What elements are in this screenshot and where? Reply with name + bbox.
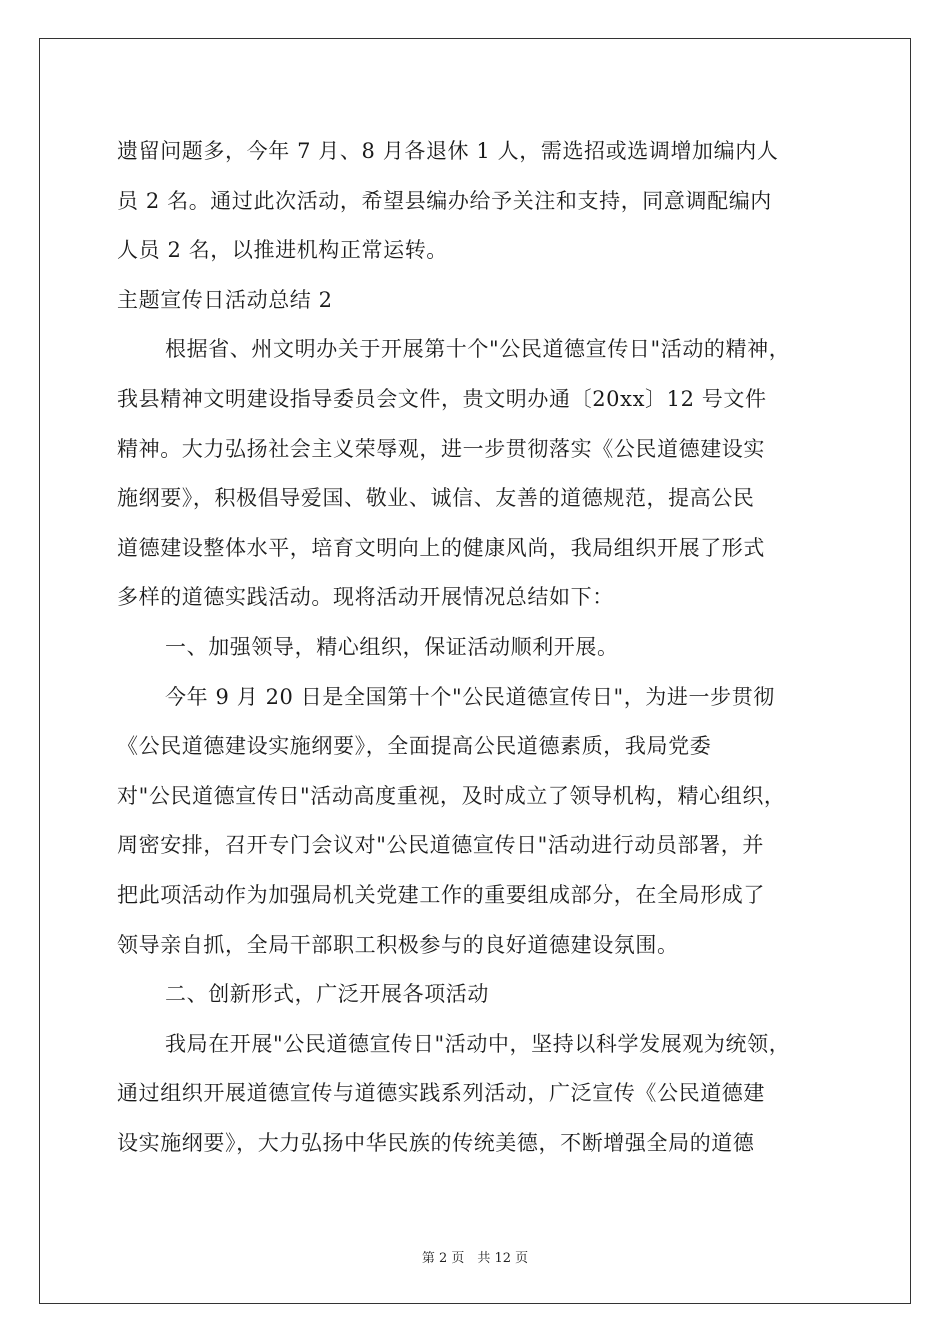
text-line: 遗留问题多，今年 7 月、8 月各退休 1 人，需选招或选调增加编内人: [117, 139, 779, 163]
text-line: 人员 2 名，以推进机构正常运转。: [117, 238, 448, 263]
text-line: 对"公民道德宣传日"活动高度重视，及时成立了领导机构，精心组织，: [117, 783, 786, 808]
text-line: 周密安排，召开专门会议对"公民道德宣传日"活动进行动员部署，并: [117, 833, 764, 858]
text-line: 多样的道德实践活动。现将活动开展情况总结如下：: [117, 585, 614, 610]
text-line: 二、创新形式，广泛开展各项活动: [165, 982, 489, 1007]
text-line: 根据省、州文明办关于开展第十个"公民道德宣传日"活动的精神，: [165, 337, 791, 362]
text-line: 施纲要》，积极倡导爱国、敬业、诚信、友善的道德规范，提高公民: [117, 486, 755, 511]
text-line: 《公民道德建设实施纲要》，全面提高公民道德素质，我局党委: [117, 734, 712, 759]
text-line: 精神。大力弘扬社会主义荣辱观，进一步贯彻落实《公民道德建设实: [117, 436, 765, 461]
text-line: 一、加强领导，精心组织，保证活动顺利开展。: [165, 634, 619, 659]
text-line: 通过组织开展道德宣传与道德实践系列活动，广泛宣传《公民道德建: [117, 1081, 765, 1106]
text-line: 设实施纲要》，大力弘扬中华民族的传统美德，不断增强全局的道德: [117, 1130, 755, 1155]
document-body: [117, 130, 833, 1171]
text-line: 把此项活动作为加强局机关党建工作的重要组成部分，在全局形成了: [117, 882, 765, 907]
text-line: 员 2 名。通过此次活动，希望县编办给予关注和支持，同意调配编内: [117, 188, 772, 213]
page-number-footer: 第 2 页 共 12 页: [421, 1251, 529, 1266]
text-line: 领导亲自抓，全局干部职工积极参与的良好道德建设氛围。: [117, 932, 679, 957]
text-line: 道德建设整体水平，培育文明向上的健康风尚，我局组织开展了形式: [117, 535, 765, 560]
text-line: 主题宣传日活动总结 2: [117, 287, 333, 312]
text-line: 我局在开展"公民道德宣传日"活动中，坚持以科学发展观为统领，: [165, 1031, 791, 1056]
text-line: 今年 9 月 20 日是全国第十个"公民道德宣传日"，为进一步贯彻: [165, 684, 775, 709]
text-line: 我县精神文明建设指导委员会文件，贵文明办通〔20xx〕12 号文件: [117, 386, 767, 411]
